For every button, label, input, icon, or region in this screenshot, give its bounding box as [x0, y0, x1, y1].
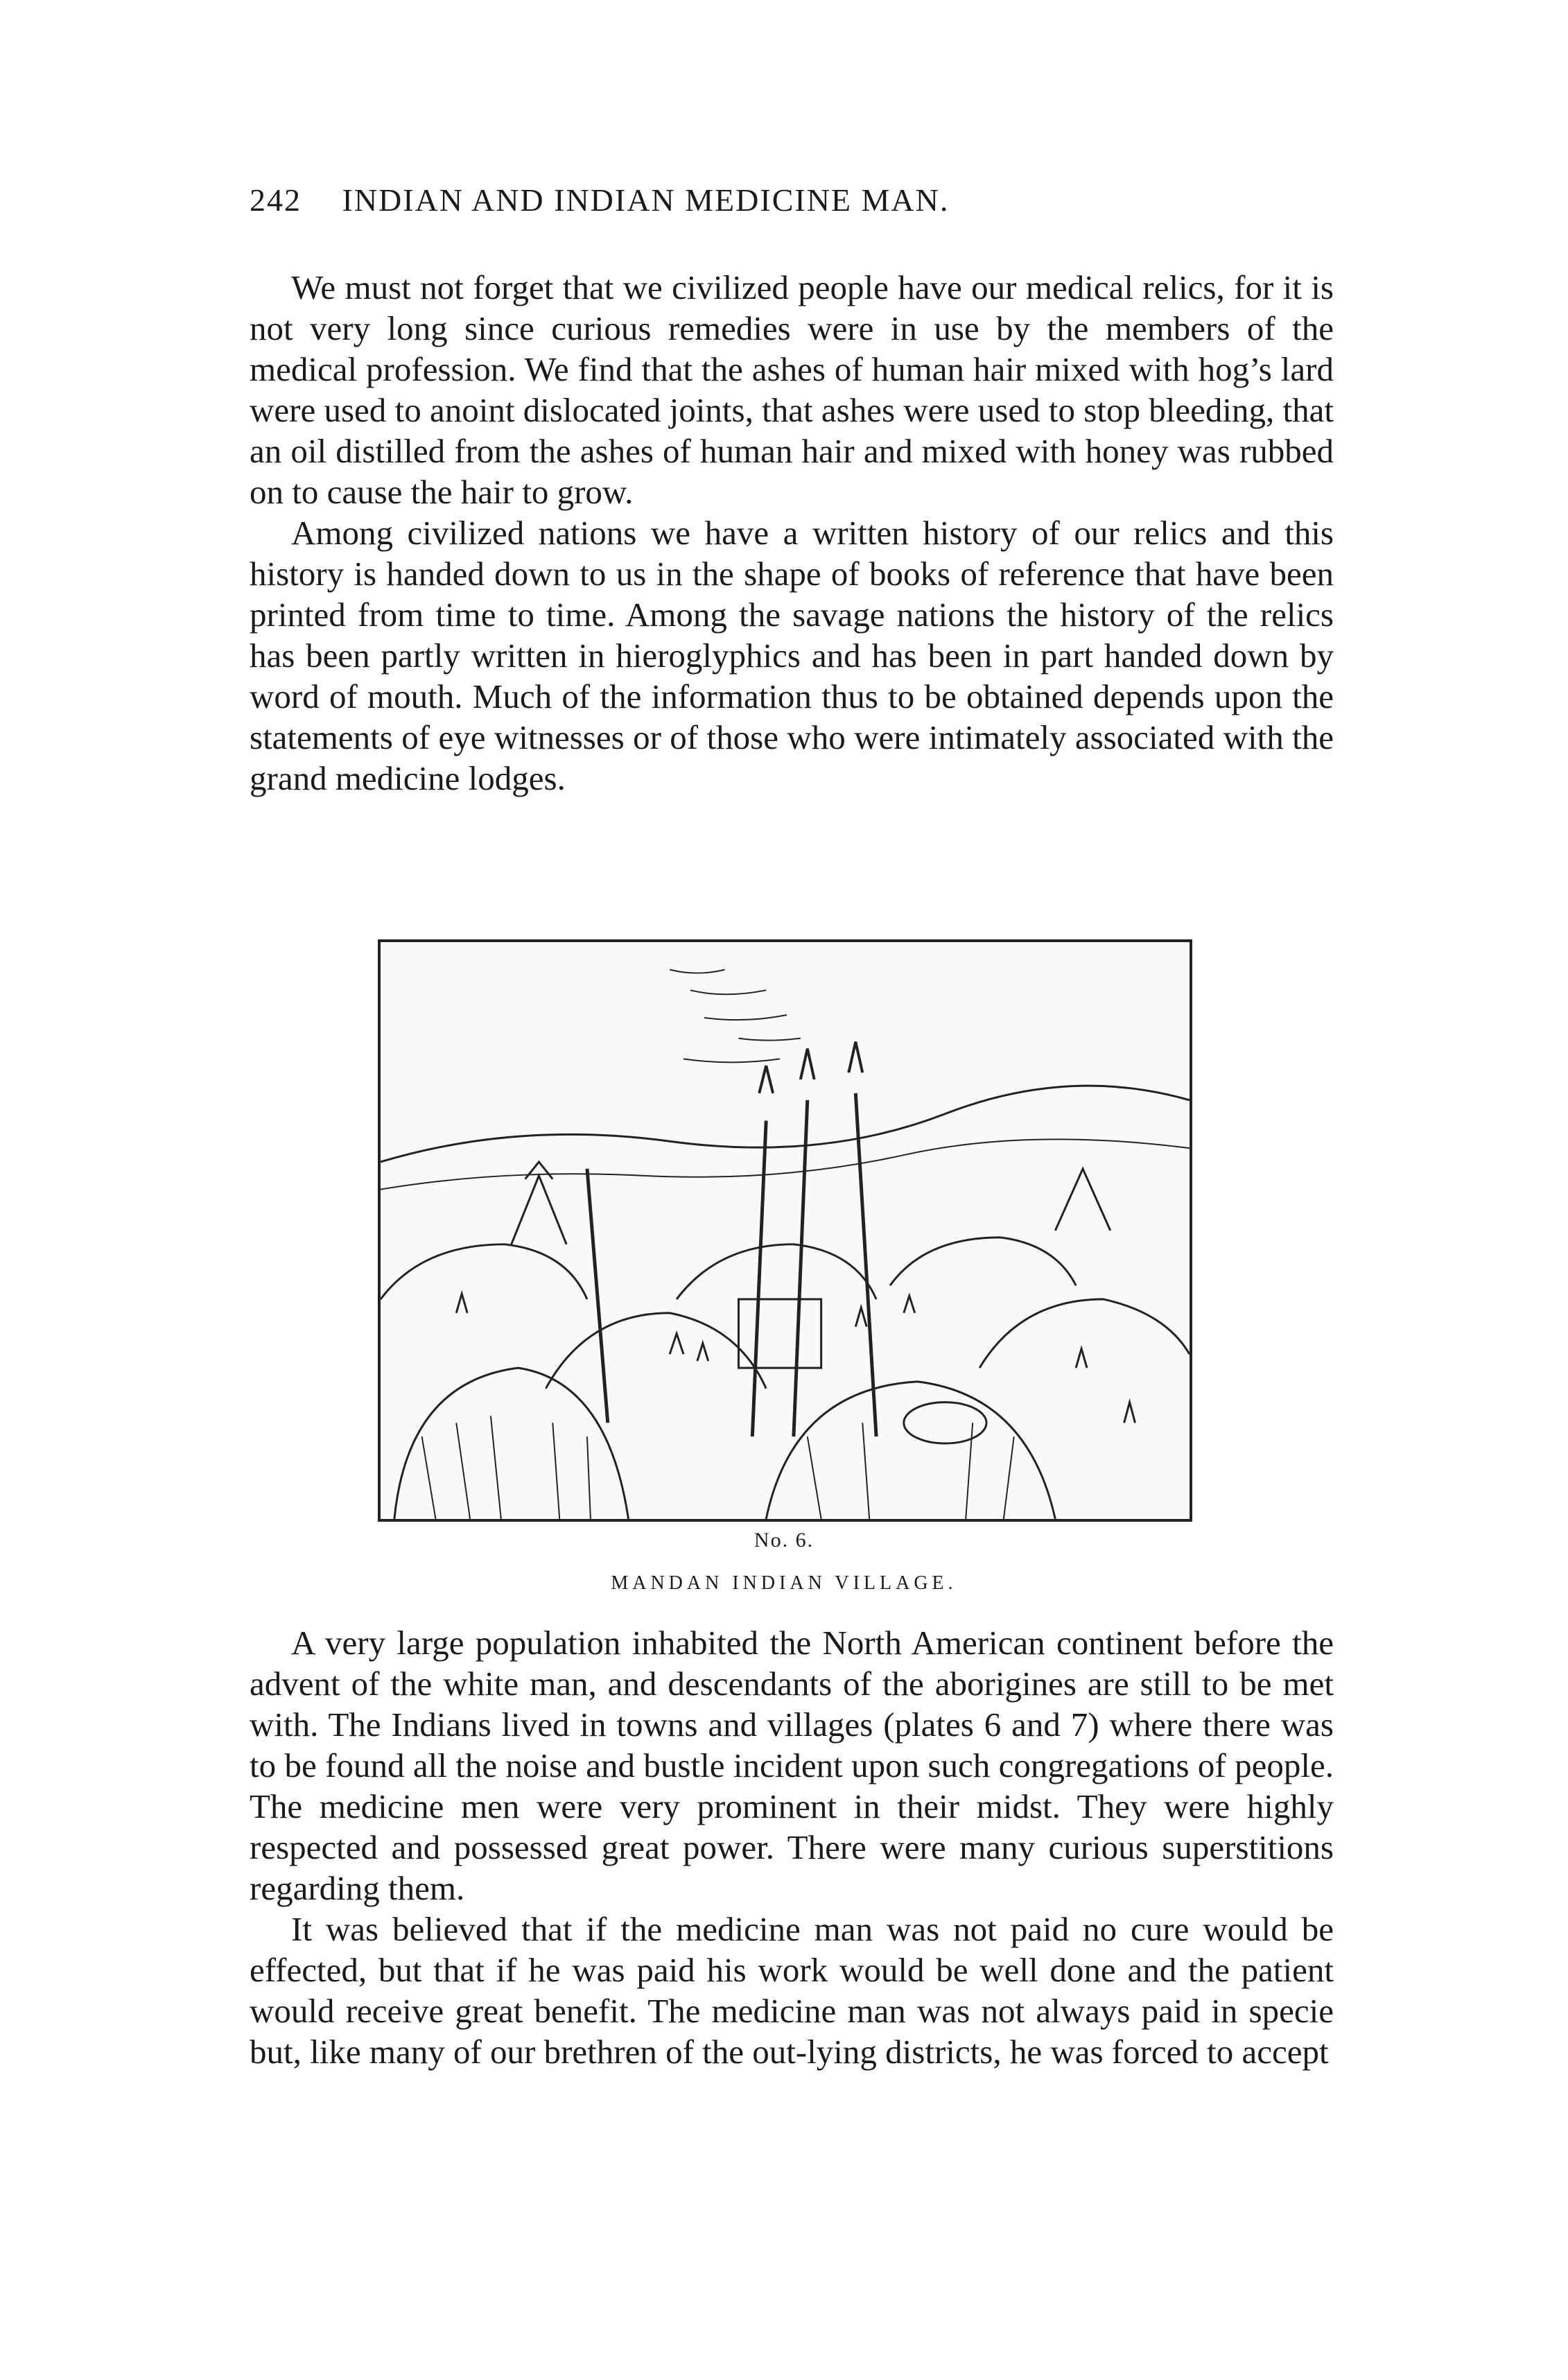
figure-caption: MANDAN INDIAN VILLAGE.: [611, 1572, 957, 1594]
lower-text-block: [250, 1622, 1334, 2072]
paragraph-population: A very large population inhabited the North American continent before the advent of the white man, and descendants of the aborigines are still to be met with. The Indians lived in towns and villages (plates 6 and 7) where there was to be found all the noise and bustle incident upon such congregations of people. The medicine men were very prominent in their midst. They were highly respected and possessed great power. There were many curious superstitions regarding them.: [250, 1624, 1334, 1907]
page-number: 242: [250, 182, 302, 218]
paragraph-payment-belief: It was believed that if the medicine man was not paid no cure would be effected, but that if he was paid his work would be well done and the patient would receive great benefit. The medicine man was not always paid in specie but, like many of our brethren of the out-lying districts, he was forced to accept: [250, 1910, 1334, 2071]
running-title: INDIAN AND INDIAN MEDICINE MAN.: [342, 182, 950, 218]
figure-number: No. 6.: [753, 1529, 815, 1552]
paragraph-written-history: Among civilized nations we have a written history of our relics and this history is handed down to us in the shape of books of reference that have been printed from time to time. Among the savage nations the history of the relics has been partly written in hieroglyphics and has been in part handed down by word of mouth. Much of the information thus to be obtained depends upon the statements of eye witnesses or of those who were intimately associated with the grand medicine lodges.: [250, 514, 1334, 797]
paragraph-medical-relics: We must not forget that we civilized people have our medical relics, for it is not very long since curious remedies were in use by the members of the medical profession. We find that the ashes of human hair mixed with hog’s lard were used to anoint dislocated joints, that ashes were used to stop bleeding, that an oil distilled from the ashes of human hair and mixed with honey was rubbed on to cause the hair to grow.: [250, 268, 1334, 511]
running-head: [250, 182, 1331, 218]
upper-text-block: [250, 267, 1334, 799]
figure-mandan-village-illustration: [378, 939, 1192, 1522]
village-engraving-icon: [381, 942, 1190, 1519]
